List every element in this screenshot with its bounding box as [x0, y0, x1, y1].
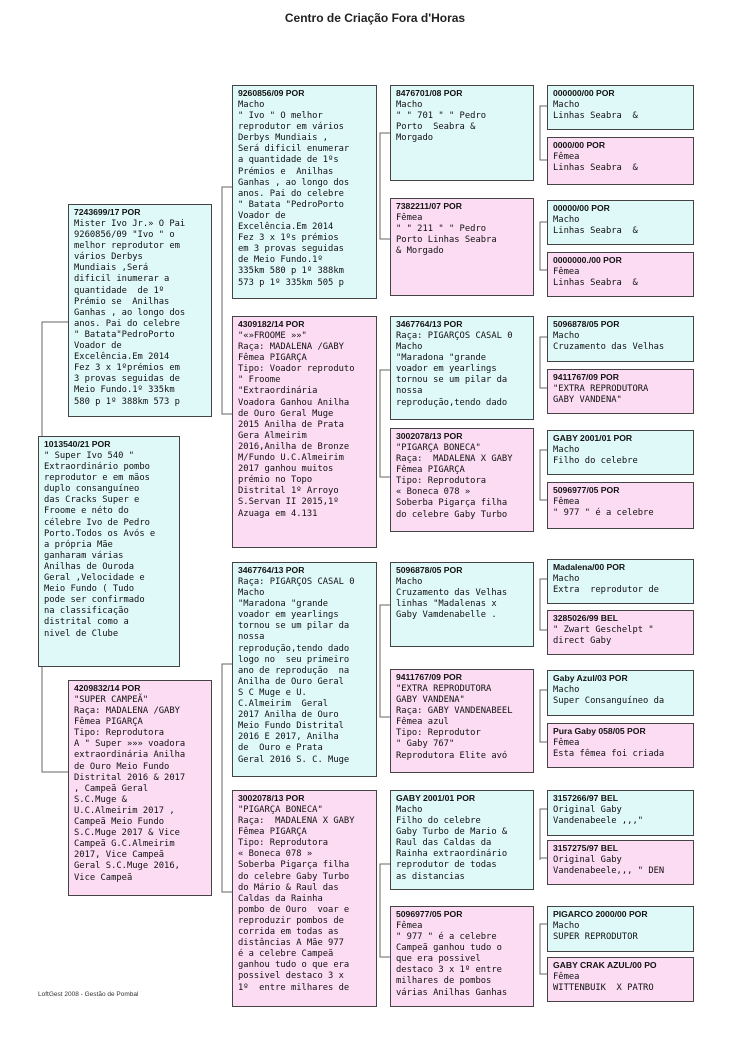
ring-number: 4209832/14 POR — [74, 683, 141, 693]
card-description: Macho Filho do celebre — [553, 445, 638, 467]
pedigree-card-gen4-7[interactable] — [390, 790, 534, 890]
ring-number: 7243699/17 POR — [74, 207, 141, 217]
ring-number: PIGARCO 2000/00 POR — [553, 909, 648, 919]
pedigree-card-gen5-12[interactable] — [547, 723, 694, 768]
pedigree-card-gen5-8[interactable] — [547, 482, 694, 529]
ring-number: 5096977/05 POR — [553, 485, 620, 495]
ring-number: 3002078/13 POR — [396, 431, 463, 441]
pedigree-card-gen4-3[interactable] — [390, 316, 534, 420]
ring-number: 00000/00 POR — [553, 203, 610, 213]
card-description: "EXTRA REPRODUTORA GABY VANDENA" Raça: GABY VANDENABEEL Fêmea azul Tipo: Reprodutor " Gaby 767" Reprodutora Elite avó — [396, 684, 513, 761]
card-description: Fêmea " 977 " é a celebre Campeã ganhou tudo o que era possivel destaco 3 x 1º entre milhares de pombos várias Anilhas Ganhas — [396, 921, 508, 998]
card-description: "SUPER CAMPEÃ" Raça: MADALENA /GABY Fêmea PIGARÇA Tipo: Reprodutora A " Super »»» voadora extraordinária Anilha de Ouro Meio Fundo Distrital 2016 & 2017 , Campeã Geral S.C.Muge & U.C.Almeirim 2017 , Campeã Meio Fundo S.C.Muge 2017 & Vice Campeã G.C.Almeirim 2017, Vice Campeã Geral S.C.Muge 2016, Vice Campeã — [74, 695, 186, 883]
pedigree-card-gen4-2[interactable] — [390, 198, 534, 296]
pedigree-card-gen5-10[interactable] — [547, 610, 694, 655]
pedigree-card-gen5-15[interactable] — [547, 906, 694, 952]
card-description: Macho Cruzamento das Velhas — [553, 331, 665, 353]
pedigree-card-gen5-4[interactable] — [547, 252, 694, 297]
ring-number: 5096878/05 POR — [553, 319, 620, 329]
card-description: Macho Super Consanguíneo da — [553, 685, 665, 707]
pedigree-card-granddam-maternal[interactable] — [232, 790, 377, 1007]
ring-number: 5096878/05 POR — [396, 565, 463, 575]
card-description: " Super Ivo 540 " Extraordinário pombo reprodutor e em mãos duplo consanguíneo das Cracks Super e Froome e néto do célebre Ivo de Pedro Porto.Todos os Avós e a própria Mãe ganharam várias Anilhas de Ouroda Geral ,Velocidade e Meio Fundo ( Tudo pode ser confirmado na classificação distrital como a nivel de Clube — [44, 451, 156, 639]
pedigree-card-gen4-1[interactable] — [390, 85, 534, 181]
ring-number: 3285026/99 BEL — [553, 613, 618, 623]
pedigree-card-gen5-7[interactable] — [547, 430, 694, 475]
card-description: Original Gaby Vandenabeele ,,," — [553, 805, 644, 827]
card-description: Mister Ivo Jr.» O Pai 9260856/09 "Ivo " o melhor reprodutor em vários Derbys Mundiais ,Será dificil inumerar a quantidade de 1º Prémio se Anilhas Ganhas , ao longo dos anos. Pai do celebre " Batata"PedroPorto Voador de Excelência.Em 2014 Fez 3 x 1ºprémios em 3 provas seguidas de Meio Fundo.1º 335km 580 p 1º 388km 573 p — [74, 219, 186, 407]
pedigree-card-sire[interactable] — [68, 204, 212, 417]
pedigree-card-gen5-5[interactable] — [547, 316, 694, 362]
ring-number: 5096977/05 POR — [396, 909, 463, 919]
ring-number: GABY CRAK AZUL/00 PO — [553, 960, 657, 970]
ring-number: 0000/00 POR — [553, 140, 606, 150]
card-description: Macho Linhas Seabra & — [553, 215, 638, 237]
pedigree-card-grandsire-maternal[interactable] — [232, 562, 377, 777]
card-description: Macho " " 701 " " Pedro Porto Seabra & Morgado — [396, 100, 487, 144]
ring-number: 3002078/13 POR — [238, 793, 305, 803]
card-description: "PIGARÇA BONECA" Raça: MADALENA X GABY Fêmea PIGARÇA Tipo: Reprodutora « Boneca 078 » Soberba Pigarça filha do celebre Gaby Turbo do Mário & Raul das Caldas da Rainha pombo de Ouro voar e reproduzir pombos de corrida em todas as distâncias A Mãe 977 é a celebre Campeã ganhou tudo o que era possivel destaco 3 x 1º entre milhares de — [238, 805, 355, 993]
card-description: "PIGARÇA BONECA" Raça: MADALENA X GABY Fêmea PIGARÇA Tipo: Reprodutora « Boneca 078 » Soberba Pigarça filha do celebre Gaby Turbo — [396, 443, 513, 520]
ring-number: 9260856/09 POR — [238, 88, 305, 98]
ring-number: Gaby Azul/03 POR — [553, 673, 628, 683]
pedigree-card-subject[interactable] — [38, 436, 180, 667]
ring-number: 3157275/97 BEL — [553, 843, 618, 853]
pedigree-card-grandsire-paternal[interactable] — [232, 85, 377, 299]
card-description: Macho " Ivo " O melhor reprodutor em vários Derbys Mundiais , Será dificil enumerar a quantidade de 1ºs Prémios e Anilhas Ganhas , ao longo dos anos. Pai do celebre " Batata "PedroPorto Voador de Excelência.Em 2014 Fez 3 x 1ºs prémios em 3 provas seguidas de Meio Fundo.1º 335km 580 p 1º 388km 573 p 1º 335km 505 p — [238, 100, 350, 288]
card-description: Macho Filho do celebre Gaby Turbo de Mario & Raul das Caldas da Rainha extraordinário reprodutor de todas as distancias — [396, 805, 508, 882]
pedigree-card-gen5-1[interactable] — [547, 85, 694, 130]
ring-number: 9411767/09 POR — [553, 372, 619, 382]
card-description: Macho Cruzamento das Velhas linhas "Madalenas x Gaby Vamdenabelle . — [396, 577, 508, 621]
pedigree-card-gen5-11[interactable] — [547, 670, 694, 716]
pedigree-card-gen5-9[interactable] — [547, 559, 694, 604]
pedigree-card-gen5-2[interactable] — [547, 137, 694, 185]
ring-number: GABY 2001/01 POR — [553, 433, 633, 443]
card-description: Original Gaby Vandenabeele,,, " DEN — [553, 855, 665, 877]
pedigree-card-granddam-paternal[interactable] — [232, 316, 377, 548]
ring-number: Madalena/00 POR — [553, 562, 626, 572]
ring-number: 000000/00 POR — [553, 88, 615, 98]
card-description: Fêmea " 977 " é a celebre — [553, 497, 654, 519]
pedigree-card-gen4-8[interactable] — [390, 906, 534, 1007]
pedigree-card-gen5-6[interactable] — [547, 369, 694, 414]
ring-number: 4309182/14 POR — [238, 319, 305, 329]
pedigree-card-gen5-3[interactable] — [547, 200, 694, 245]
pedigree-card-dam[interactable] — [68, 680, 212, 896]
card-description: Fêmea Linhas Seabra & — [553, 152, 638, 174]
card-description: Macho Extra reprodutor de — [553, 574, 659, 596]
pedigree-card-gen5-14[interactable] — [547, 840, 694, 885]
ring-number: 0000000./00 POR — [553, 255, 622, 265]
ring-number: 9411767/09 POR — [396, 672, 462, 682]
ring-number: Pura Gaby 058/05 POR — [553, 726, 646, 736]
ring-number: GABY 2001/01 POR — [396, 793, 476, 803]
card-description: Macho SUPER REPRODUTOR — [553, 921, 638, 943]
ring-number: 3157266/97 BEL — [553, 793, 618, 803]
card-description: "EXTRA REPRODUTORA GABY VANDENA" — [553, 384, 649, 406]
pedigree-card-gen4-4[interactable] — [390, 428, 534, 532]
pedigree-card-gen5-13[interactable] — [547, 790, 694, 836]
card-description: Macho Linhas Seabra & — [553, 100, 638, 122]
card-description: Raça: PIGARÇOS CASAL 0 Macho "Maradona "grande voador em yearlings tornou se um pilar da nossa reprodução,tendo dado logo no seu primeiro ano de reprodução na Anilha de Ouro Geral S C Muge e U. C.Almeirim Geral 2017 Anilha de Ouro Meio Fundo Distrital 2016 E 2017, Anilha de Ouro e Prata Geral 2016 S. C. Muge — [238, 577, 355, 765]
card-description: Fêmea " " 211 " " Pedro Porto Linhas Seabra & Morgado — [396, 213, 497, 257]
card-description: Raça: PIGARÇOS CASAL 0 Macho "Maradona "grande voador em yearlings tornou se um pilar da nossa reprodução,tendo dado — [396, 331, 513, 408]
footer-credit: LoftGest 2008 - Gestão de Pombal — [38, 991, 139, 998]
card-description: " Zwart Geschelpt " direct Gaby — [553, 625, 654, 647]
ring-number: 1013540/21 POR — [44, 439, 111, 449]
card-description: "«»FROOME »»" Raça: MADALENA /GABY Fêmea PIGARÇA Tipo: Voador reproduto " Froome "Extraordinária Voadora Ganhou Anilha de Ouro Geral Muge 2015 Anilha de Prata Gera Almeirim 2016,Anilha de Bronze M/Fundo U.C.Almeirim 2017 ganhou muitos prémio no Topo Distrital 1º Arroyo S.Servan II 2015,1º Azuaga em 4.131 — [238, 331, 355, 519]
card-description: Fêmea Esta fêmea foi criada — [553, 738, 665, 760]
pedigree-card-gen4-5[interactable] — [390, 562, 534, 647]
pedigree-card-gen4-6[interactable] — [390, 669, 534, 773]
card-description: Fêmea Linhas Seabra & — [553, 267, 638, 289]
page-title: Centro de Criação Fora d'Horas — [284, 11, 466, 25]
card-description: Fêmea WITTENBUIK X PATRO — [553, 972, 654, 994]
ring-number: 3467764/13 POR — [238, 565, 305, 575]
ring-number: 3467764/13 POR — [396, 319, 463, 329]
pedigree-card-gen5-16[interactable] — [547, 957, 694, 1002]
ring-number: 7382211/07 POR — [396, 201, 462, 211]
ring-number: 8476701/08 POR — [396, 88, 463, 98]
